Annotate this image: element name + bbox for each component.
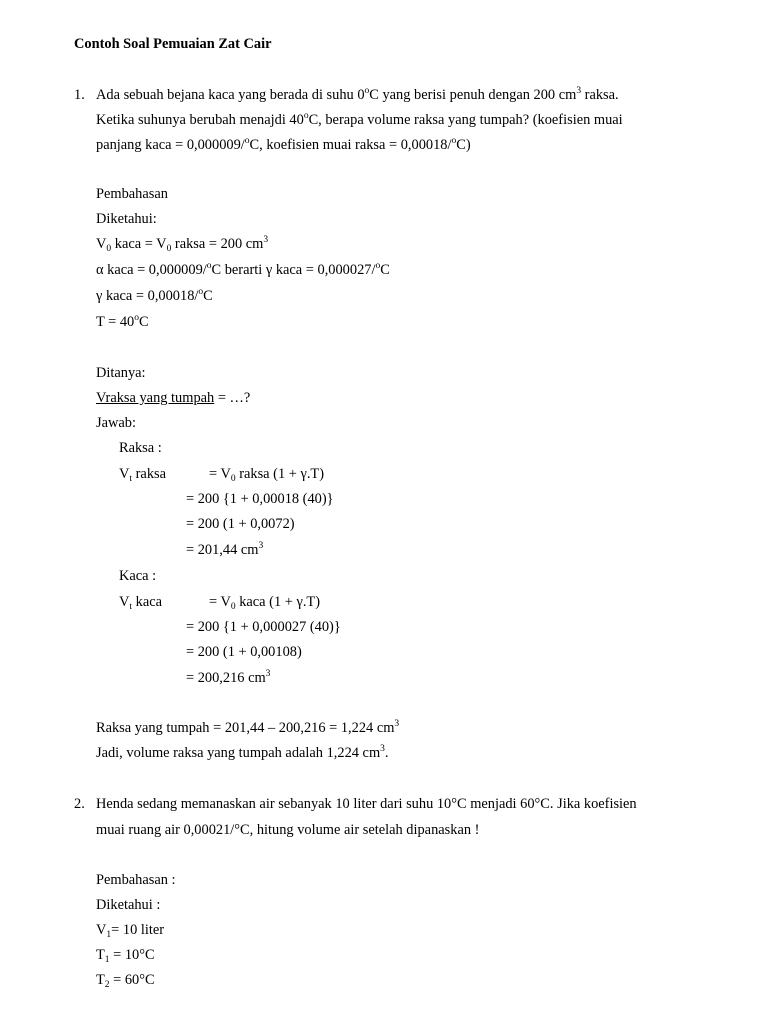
superscript: 3: [258, 541, 264, 551]
superscript: o: [375, 261, 381, 271]
diketahui-2-heading: Diketahui :: [96, 897, 161, 913]
subscript: 0: [230, 474, 236, 484]
question-1-number: 1.: [74, 87, 85, 103]
superscript: 3: [576, 86, 582, 96]
asked-spilled-volume: [96, 389, 250, 407]
superscript: 3: [265, 669, 271, 679]
subscript: 0: [106, 244, 112, 254]
superscript: o: [134, 313, 139, 323]
text-span: C, koefisien muai raksa = 0,00018/: [249, 137, 452, 153]
question-1-line-1: [96, 86, 619, 104]
text-span: = 10°C: [109, 947, 155, 963]
text-span: Ketika suhunya berubah menajdi 40: [96, 112, 304, 128]
text-span: raksa: [132, 466, 167, 482]
spilled-calculation: [96, 719, 399, 737]
superscript: o: [451, 136, 457, 146]
text-span: Vraksa yang tumpah: [96, 390, 215, 406]
text-span: = 60°C: [109, 972, 155, 988]
pembahasan-2-heading: Pembahasan :: [96, 872, 176, 888]
question-1-line-3: [96, 136, 471, 154]
text-span: T = 40: [96, 314, 135, 330]
superscript: o: [303, 111, 309, 121]
text-span: V: [119, 466, 130, 482]
text-span: = 201,44 cm: [186, 542, 259, 558]
text-span: = V: [209, 594, 231, 610]
given-volume-2: [96, 921, 164, 939]
text-span: = …?: [214, 390, 251, 406]
text-span: V: [119, 594, 130, 610]
question-2-line-1: Henda sedang memanaskan air sebanyak 10 liter dari suhu 10°C menjadi 60°C. Jika koefisien: [96, 796, 637, 812]
text-span: V: [96, 236, 107, 252]
text-span: V: [96, 922, 107, 938]
ditanya-heading: Ditanya:: [96, 365, 146, 381]
text-span: Ada sebuah bejana kaca yang berada di suhu 0: [96, 87, 365, 103]
superscript: 3: [263, 235, 269, 245]
text-span: C yang berisi penuh dengan 200 cm: [369, 87, 577, 103]
text-span: raksa (1 + γ.T): [235, 466, 325, 482]
text-span: γ kaca = 0,00018/: [96, 288, 199, 304]
text-span: = 200,216 cm: [186, 670, 266, 686]
pembahasan-heading: Pembahasan: [96, 186, 168, 202]
superscript: o: [206, 261, 212, 271]
text-span: α kaca = 0,000009/: [96, 262, 207, 278]
text-span: Raksa yang tumpah = 201,44 – 200,216 = 1,224 cm: [96, 720, 395, 736]
diketahui-heading: Diketahui:: [96, 211, 157, 227]
kaca-step-2: = 200 (1 + 0,00108): [186, 644, 302, 660]
text-span: = 10 liter: [111, 922, 165, 938]
text-span: C: [138, 314, 149, 330]
subscript: 0: [166, 244, 172, 254]
text-span: .: [384, 745, 389, 761]
subscript: 0: [230, 602, 236, 612]
kaca-formula: [209, 593, 320, 611]
document-title: Contoh Soal Pemuaian Zat Cair: [74, 36, 272, 52]
superscript: o: [364, 86, 370, 96]
text-span: C): [456, 137, 471, 153]
kaca-step-1: = 200 {1 + 0,000027 (40)}: [186, 619, 341, 635]
given-volume: [96, 235, 268, 253]
subscript: t: [129, 602, 133, 612]
superscript: o: [244, 136, 250, 146]
text-span: kaca: [132, 594, 163, 610]
question-2-line-2: muai ruang air 0,00021/°C, hitung volume air setelah dipanaskan !: [96, 822, 480, 838]
raksa-step-2: = 200 (1 + 0,0072): [186, 516, 295, 532]
superscript: 3: [394, 719, 400, 729]
subscript: 1: [106, 930, 112, 940]
text-span: raksa = 200 cm: [171, 236, 264, 252]
given-t2: [96, 971, 155, 989]
text-span: Jadi, volume raksa yang tumpah adalah 1,224 cm: [96, 745, 381, 761]
text-span: panjang kaca = 0,000009/: [96, 137, 245, 153]
given-t1: [96, 946, 155, 964]
text-span: raksa.: [581, 87, 619, 103]
raksa-formula-label: [119, 465, 166, 483]
given-temperature: [96, 313, 149, 331]
kaca-result: [186, 669, 270, 687]
superscript: o: [198, 287, 204, 297]
question-1-line-2: [96, 111, 623, 129]
text-span: C: [203, 288, 213, 304]
text-span: T: [96, 947, 105, 963]
conclusion: [96, 744, 389, 762]
text-span: C, berapa volume raksa yang tumpah? (koefisien muai: [308, 112, 623, 128]
kaca-formula-label: [119, 593, 162, 611]
kaca-label: Kaca :: [119, 568, 157, 584]
raksa-result: [186, 541, 263, 559]
text-span: C berarti γ kaca = 0,000027/: [211, 262, 376, 278]
text-span: kaca = V: [111, 236, 167, 252]
text-span: C: [380, 262, 390, 278]
text-span: = V: [209, 466, 231, 482]
subscript: t: [129, 474, 133, 484]
jawab-heading: Jawab:: [96, 415, 136, 431]
given-gamma: [96, 287, 213, 305]
superscript: 3: [380, 744, 385, 754]
question-2-number: 2.: [74, 796, 85, 812]
raksa-formula: [209, 465, 324, 483]
subscript: 2: [104, 980, 110, 990]
raksa-label: Raksa :: [119, 440, 162, 456]
text-span: T: [96, 972, 105, 988]
raksa-step-1: = 200 {1 + 0,00018 (40)}: [186, 491, 334, 507]
text-span: kaca (1 + γ.T): [235, 594, 320, 610]
subscript: 1: [104, 955, 110, 965]
given-alpha-glass: [96, 261, 390, 279]
